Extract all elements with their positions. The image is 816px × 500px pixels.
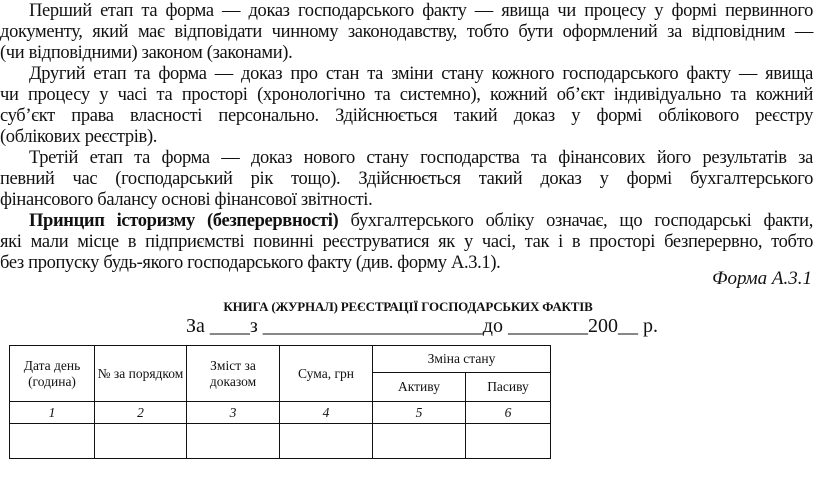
empty-cell [280,424,373,459]
book-title: КНИГА (ЖУРНАЛ) РЕЄСТРАЦІЇ ГОСПОДАРСЬКИХ ФАКТІВ [223,299,593,314]
text-line [0,211,813,232]
empty-cell [187,424,280,459]
column-number: 4 [280,402,373,424]
text-span: бухгалтерського обліку означає, що господарські факти, [338,211,813,231]
register-table [9,345,551,459]
principle-term: Принцип історизму (безперервності) [29,211,339,231]
text-line: які мали місце в підприємстві повинні реєструватися як у часі, так і в просторі безперервно, тобто [0,232,813,252]
period-line: За ____з ______________________до ________200__ р. [186,315,658,337]
text-line: документу, який має відповідати чинному законодавству, тобто бути оформлений за відповідним — [0,22,813,42]
text-line: Другий етап та форма — доказ про стан та зміни стану кожного господарського факту — явища [29,64,813,84]
column-number: 2 [95,402,187,424]
column-number: 5 [373,402,466,424]
empty-cell [10,424,95,459]
text-line: (чи відповідними) законом (законами). [0,43,293,63]
text-line: без пропуску будь-якого господарського факту (див. форму А.3.1). [0,253,501,273]
text-line: суб’єкт права власності персонально. Здійснюється такий доказ у формі облікового реєстру [0,106,813,126]
header-assets: Активу [373,373,466,402]
text-line: певний час (господарський рік тощо). Здійснюється такий доказ у формі бухгалтерського [0,169,813,189]
header-date: Дата день (година) [10,346,95,402]
text-line: Перший етап та форма — доказ господарського факту — явища чи процесу у формі первинного [29,1,813,21]
column-number: 3 [187,402,280,424]
empty-cell [373,424,466,459]
form-label: Форма А.3.1 [712,268,812,289]
column-number: 1 [10,402,95,424]
column-number: 6 [466,402,551,424]
header-content: Зміст за доказом [187,346,280,402]
text-line: фінансового балансу основі фінансової звітності. [0,190,373,210]
header-liabilities: Пасиву [466,373,551,402]
empty-cell [466,424,551,459]
text-line: (облікових реєстрів). [0,127,158,147]
text-line: чи процесу у часі та просторі (хронологічно та системно), кожний об’єкт індивідуально та кожний [0,85,813,105]
body-text [0,1,813,274]
header-sum: Сума, грн [280,346,373,402]
header-number: № за порядком [95,346,187,402]
header-state-change: Зміна стану [373,346,551,373]
text-line: Третій етап та форма — доказ нового стану господарства та фінансових його результатів за [29,148,813,168]
empty-cell [95,424,187,459]
